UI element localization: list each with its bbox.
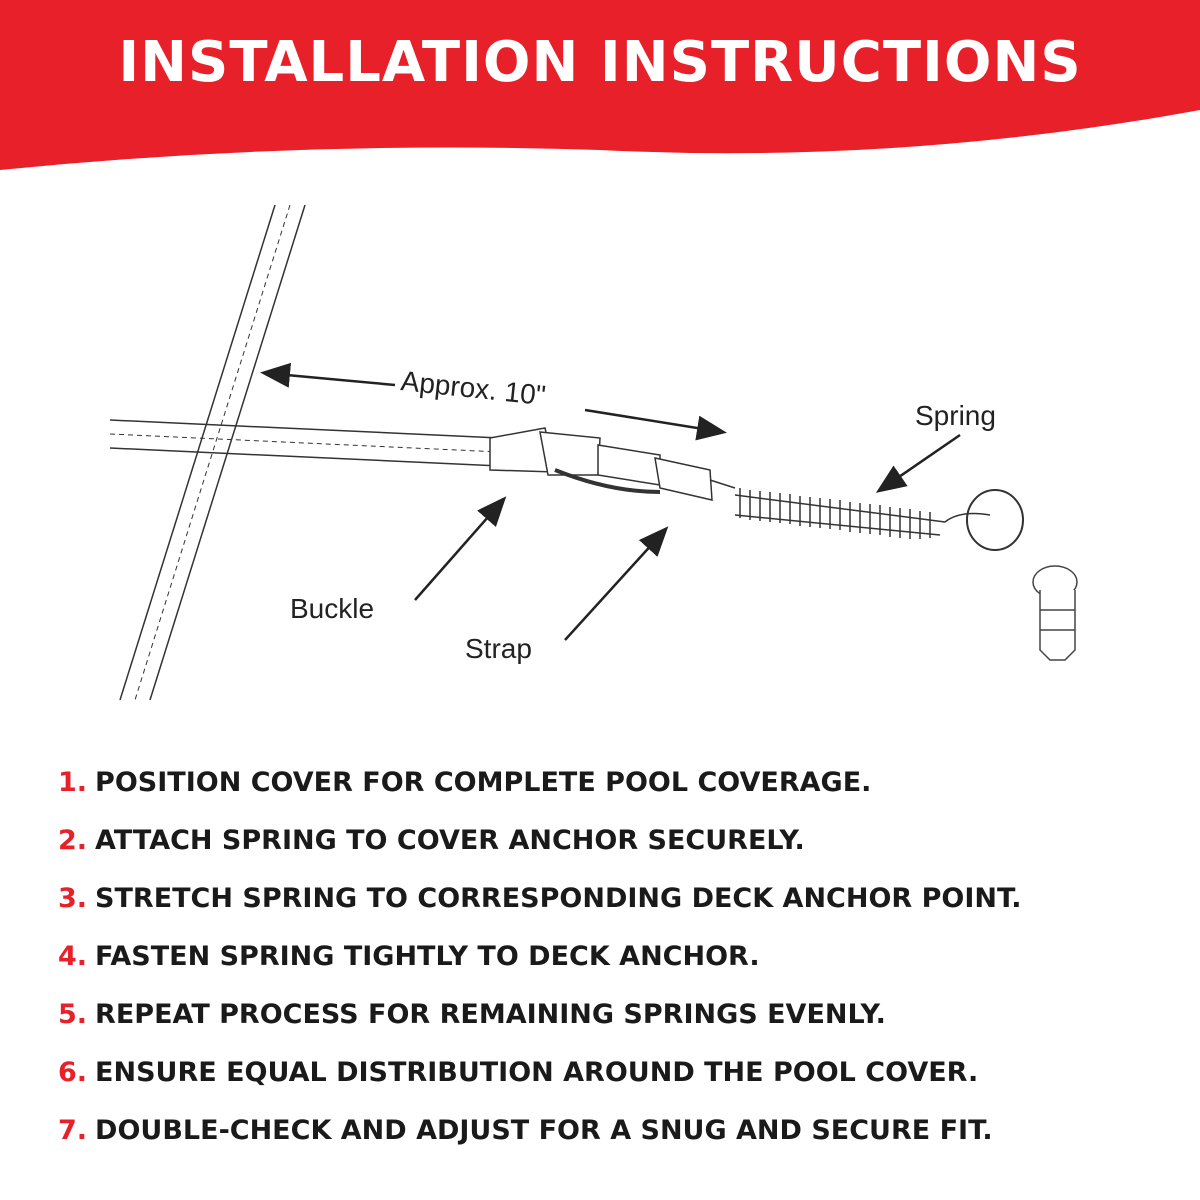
step-number: 6. (58, 1057, 88, 1088)
step-text: FASTEN SPRING TIGHTLY TO DECK ANCHOR. (95, 941, 760, 972)
step-text: ENSURE EQUAL DISTRIBUTION AROUND THE POOL COVER. (95, 1057, 979, 1088)
step-item (58, 816, 1178, 874)
step-number: 2. (58, 825, 88, 856)
step-item (58, 1048, 1178, 1106)
label-approx: Approx. 10" (399, 365, 548, 412)
step-number: 5. (58, 999, 88, 1030)
label-strap: Strap (465, 633, 532, 664)
step-number: 4. (58, 941, 88, 972)
step-text: REPEAT PROCESS FOR REMAINING SPRINGS EVENLY. (95, 999, 886, 1030)
step-text: ATTACH SPRING TO COVER ANCHOR SECURELY. (95, 825, 805, 856)
spring-coil (710, 480, 1023, 550)
page-title: INSTALLATION INSTRUCTIONS (118, 30, 1082, 95)
step-item (58, 990, 1178, 1048)
step-item (58, 1106, 1178, 1164)
step-item (58, 874, 1178, 932)
deck-anchor (1033, 566, 1077, 660)
step-text: STRETCH SPRING TO CORRESPONDING DECK ANCHOR POINT. (95, 883, 1022, 914)
label-buckle: Buckle (290, 593, 375, 624)
step-text: POSITION COVER FOR COMPLETE POOL COVERAGE. (95, 767, 872, 798)
step-item (58, 758, 1178, 816)
step-number: 1. (58, 767, 88, 798)
cover-webbing-horizontal (110, 420, 500, 466)
step-text: DOUBLE-CHECK AND ADJUST FOR A SNUG AND SECURE FIT. (95, 1115, 993, 1146)
step-item (58, 932, 1178, 990)
steps-list (58, 758, 1178, 1164)
installation-diagram (0, 170, 1200, 730)
step-number: 3. (58, 883, 88, 914)
label-spring: Spring (915, 400, 996, 431)
buckle-shape (490, 428, 712, 500)
step-number: 7. (58, 1115, 88, 1146)
